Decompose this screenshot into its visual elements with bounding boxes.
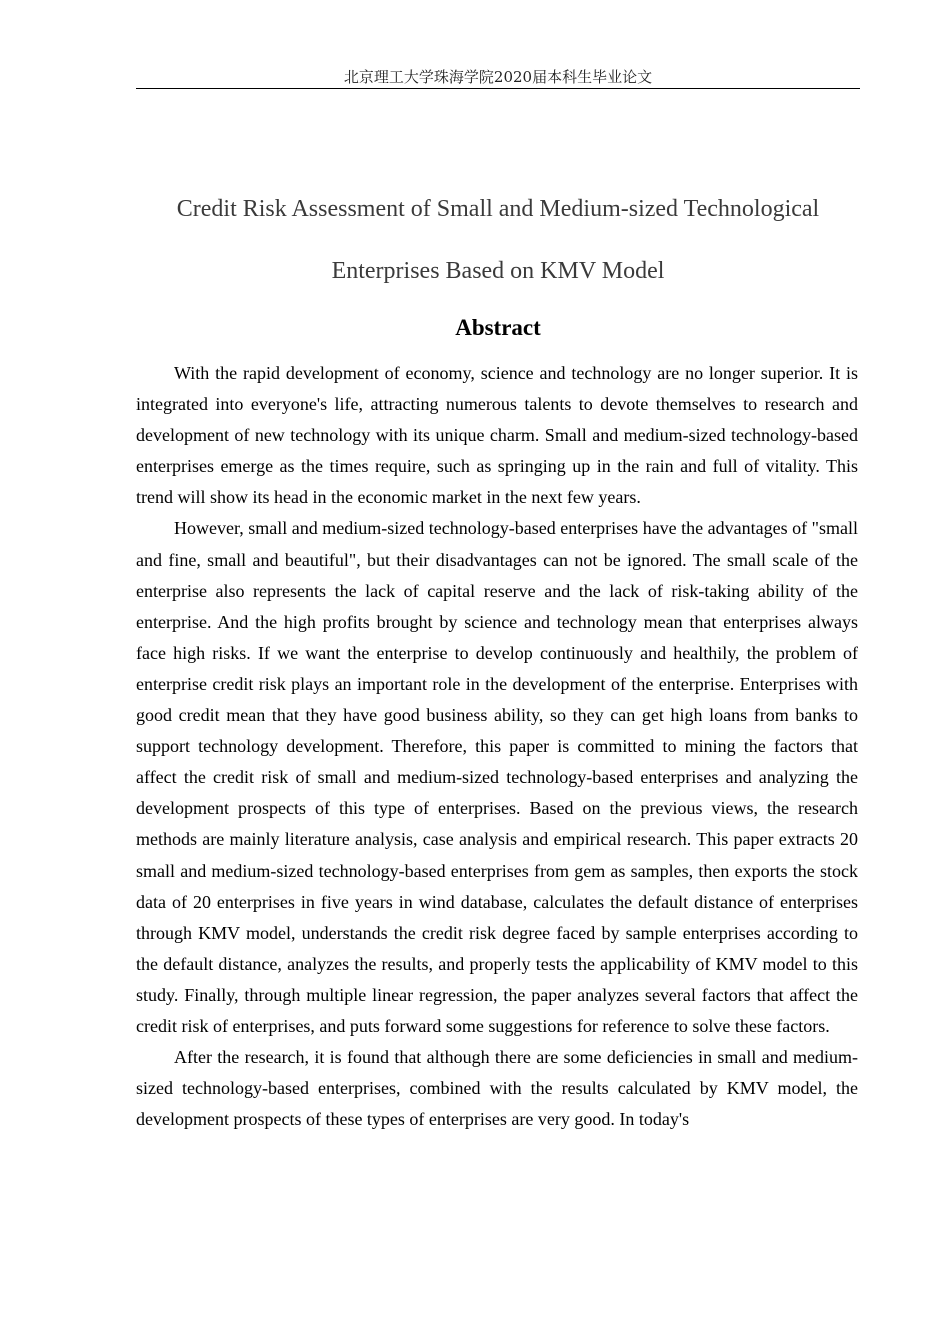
running-header: 北京理工大学珠海学院2020届本科生毕业论文 bbox=[343, 68, 653, 86]
abstract-paragraph-1: With the rapid development of economy, science and technology are no longer superior. It is integrated into everyone's life, attracting numerous talents to devote themselves to research and development of new technology with its unique charm. Small and medium-sized technology-based enterprises emerge as the times require, such as springing up in the rain and full of vitality. This trend will show its head in the economic market in the next few years. bbox=[136, 363, 858, 508]
abstract-heading: Abstract bbox=[455, 315, 541, 340]
abstract-paragraph-2: However, small and medium-sized technology-based enterprises have the advantages of "small and fine, small and beautiful", but their disadvantages can not be ignored. The small scale of the enterprise also represents the lack of capital reserve and the lack of risk-taking ability of the enterprise. And the high profits brought by science and technology mean that enterprises always face high risks. If we want the enterprise to develop continuously and healthily, the problem of enterprise credit risk plays an important role in the development of the enterprise. Enterprises with good credit mean that they have good business ability, so they can get high loans from banks to support technology development. Therefore, this paper is committed to mining the factors that affect the credit risk of small and medium-sized technology-based enterprises and analyzing the development prospects of this type of enterprises. Based on the previous views, the research methods are mainly literature analysis, case analysis and empirical research. This paper extracts 20 small and medium-sized technology-based enterprises from gem as samples, then exports the stock data of 20 enterprises in five years in wind database, calculates the default distance of enterprises through KMV model, understands the credit risk degree faced by sample enterprises according to the default distance, analyzes the results, and properly tests the applicability of KMV model to this study. Finally, through multiple linear regression, the paper analyzes several factors that affect the credit risk of enterprises, and puts forward some suggestions for reference to solve these factors. bbox=[136, 518, 858, 1036]
thesis-title-line-1: Credit Risk Assessment of Small and Medium-sized Technological bbox=[176, 196, 820, 222]
abstract-paragraph-3: After the research, it is found that although there are some deficiencies in small and medium-sized technology-based enterprises, combined with the results calculated by KMV model, the development prospects of these types of enterprises are very good. In today's bbox=[136, 1047, 858, 1130]
abstract-body bbox=[136, 358, 858, 1135]
thesis-title-line-2: Enterprises Based on KMV Model bbox=[331, 258, 665, 284]
header-rule bbox=[136, 88, 860, 89]
